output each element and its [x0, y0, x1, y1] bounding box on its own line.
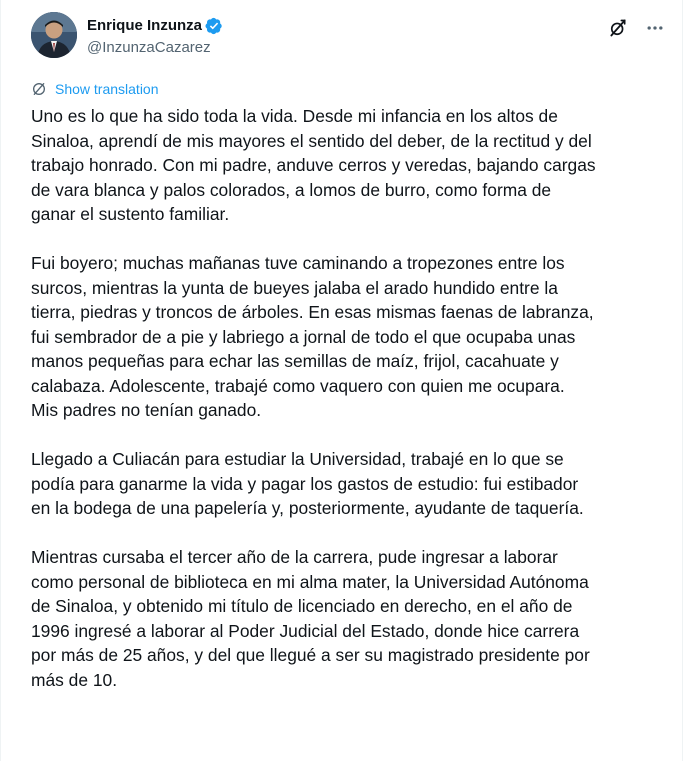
text-line: trabajo honrado. Con mi padre, anduve cerros y veredas, bajando cargas: [31, 155, 596, 175]
text-line: manos pequeñas para echar las semillas de maíz, frijol, cacahuate y: [31, 351, 559, 371]
tweet-paragraph: [31, 447, 671, 521]
text-line: calabaza. Adolescente, trabajé como vaquero con quien me ocupara.: [31, 375, 565, 396]
text-line: Mientras cursaba el tercer año de la carrera, pude ingresar a laborar: [31, 547, 558, 567]
tweet-paragraph: [31, 545, 671, 692]
grok-slash-icon[interactable]: [608, 18, 628, 38]
author-names: [87, 16, 223, 58]
text-line: Fui boyero; muchas mañanas tuve caminando a tropezones entre los: [31, 253, 565, 273]
text-line: en la bodega de una papelería y, posteriormente, ayudante de taquería.: [31, 498, 584, 518]
more-dots-icon[interactable]: [644, 18, 666, 38]
tweet-body: [31, 104, 671, 717]
translate-icon: [31, 81, 47, 97]
verified-badge-icon: [205, 17, 223, 35]
text-line: Mis padres no tenían ganado.: [31, 400, 262, 420]
author-display-name[interactable]: Enrique Inzunza: [87, 17, 203, 34]
tweet-header: [31, 12, 666, 60]
text-line: fui sembrador de a pie y labriego a jornal de todo el que ocupaba unas: [31, 326, 576, 347]
author-handle[interactable]: @InzunzaCazarez: [87, 39, 211, 56]
text-line: 1996 ingresé a laborar al Poder Judicial del Estado, donde hice carrera: [31, 620, 580, 641]
text-line: surcos, mientras la yunta de bueyes jalaba el arado hundido entre la: [31, 277, 558, 298]
text-line: Sinaloa, aprendí de mis mayores el sentido del deber, de la rectitud y del: [31, 130, 592, 151]
avatar[interactable]: [31, 12, 77, 58]
text-line: ganar el sustento familiar.: [31, 204, 230, 224]
text-line: más de 10.: [31, 669, 118, 690]
show-translation-link[interactable]: [31, 80, 159, 98]
tweet-paragraph: [31, 104, 671, 227]
text-line: Llegado a Culiacán para estudiar la Universidad, trabajé en lo que se: [31, 449, 564, 469]
text-line: tierra, piedras y troncos de árboles. En esas mismas faenas de labranza,: [31, 302, 594, 322]
tweet-paragraph: [31, 251, 671, 423]
text-line: como personal de biblioteca en mi alma mater, la Universidad Autónoma: [31, 571, 589, 592]
text-line: por más de 25 años, y del que llegué a ser su magistrado presidente por: [31, 645, 590, 665]
text-line: de vara blanca y palos colorados, a lomos de burro, como forma de: [31, 179, 552, 200]
text-line: Uno es lo que ha sido toda la vida. Desde mi infancia en los altos de: [31, 106, 558, 126]
text-line: podía para ganarme la vida y pagar los gastos de estudio: fui estibador: [31, 473, 579, 494]
show-translation-label[interactable]: Show translation: [55, 81, 159, 97]
text-line: de Sinaloa, y obtenido mi título de licenciado en derecho, en el año de: [31, 596, 573, 616]
avatar-photo-icon: [31, 12, 77, 58]
